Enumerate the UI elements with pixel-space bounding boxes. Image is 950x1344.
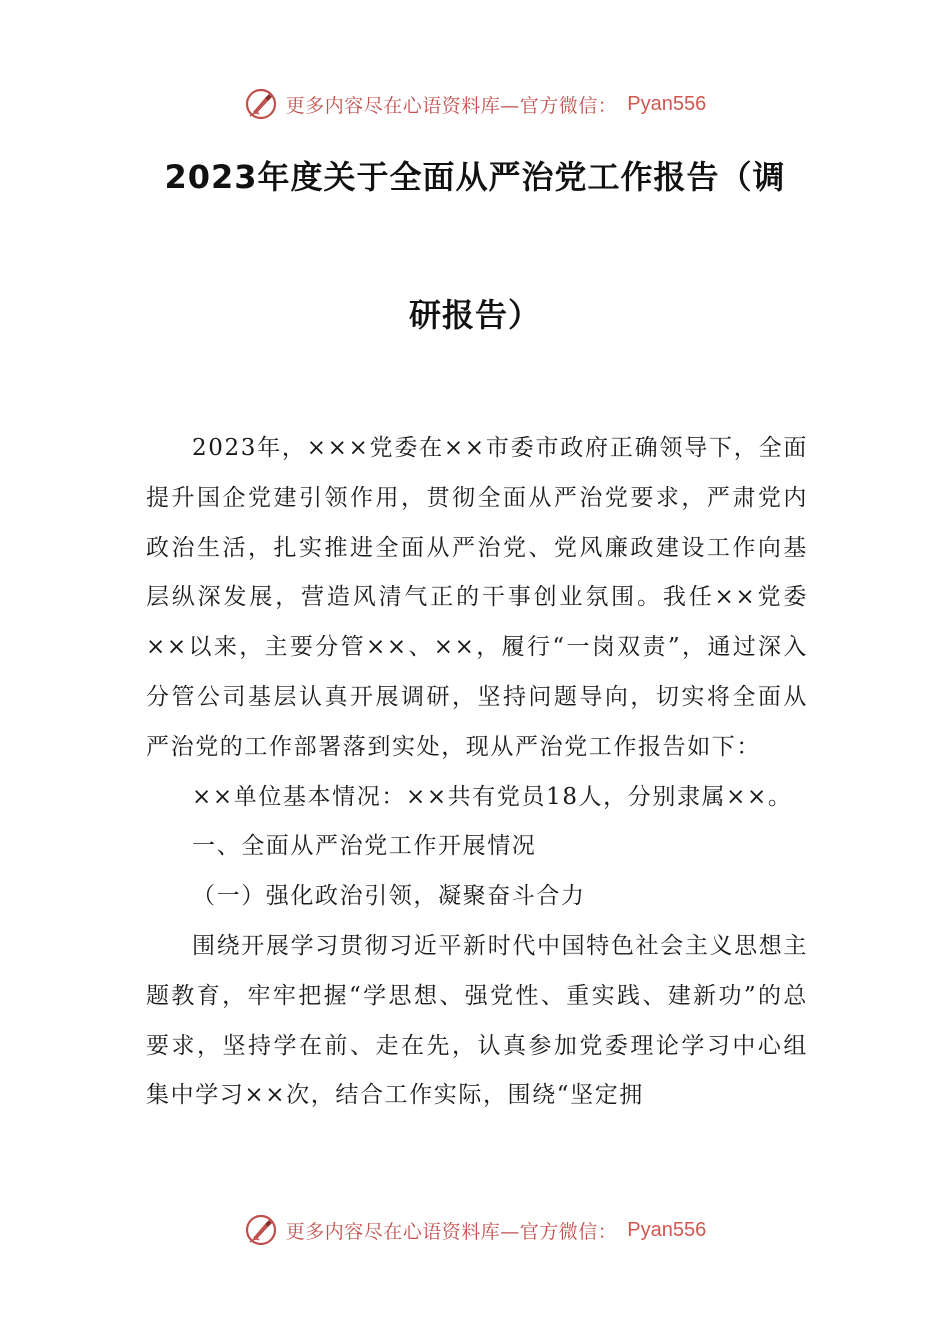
paragraph: 2023年，×××党委在××市委市政府正确领导下，全面提升国企党建引领作用，贯彻全面从严治党要求，严肃党内政治生活，扎实推进全面从严治党、党风廉政建设工作向基层纵深发展，营造风清气正的干事创业氛围。我任××党委××以来，主要分管××、××，履行“一岗双责”，通过深入分管公司基层认真开展调研，坚持问题导向，切实将全面从严治党的工作部署落到实处，现从严治党工作报告如下：	[146, 435, 808, 760]
document-title-line-1: 2023年度关于全面从严治党工作报告（调	[164, 158, 786, 196]
section-heading: 一、全面从严治党工作开展情况	[192, 833, 537, 860]
document-body	[146, 424, 808, 1121]
document-title-line-2: 研报告）	[408, 296, 541, 334]
watermark-wechat-id: Pyan556	[627, 1218, 707, 1241]
header-watermark	[0, 84, 950, 124]
footer-watermark	[0, 1210, 950, 1250]
pen-logo-icon	[244, 1213, 278, 1247]
watermark-text: 更多内容尽在心语资料库—官方微信：	[285, 94, 618, 117]
subsection-heading: （一）强化政治引领，凝聚奋斗合力	[192, 883, 586, 910]
pen-logo-icon	[244, 87, 278, 121]
watermark-text: 更多内容尽在心语资料库—官方微信：	[285, 1220, 618, 1243]
paragraph: 围绕开展学习贯彻习近平新时代中国特色社会主义思想主题教育，牢牢把握“学思想、强党性、重实践、建新功”的总要求，坚持学在前、走在先，认真参加党委理论学习中心组集中学习××次，结合工作实际，围绕“坚定拥	[146, 932, 808, 1109]
watermark-wechat-id: Pyan556	[627, 92, 707, 115]
paragraph: ××单位基本情况：××共有党员18人，分别隶属××。	[192, 783, 793, 810]
